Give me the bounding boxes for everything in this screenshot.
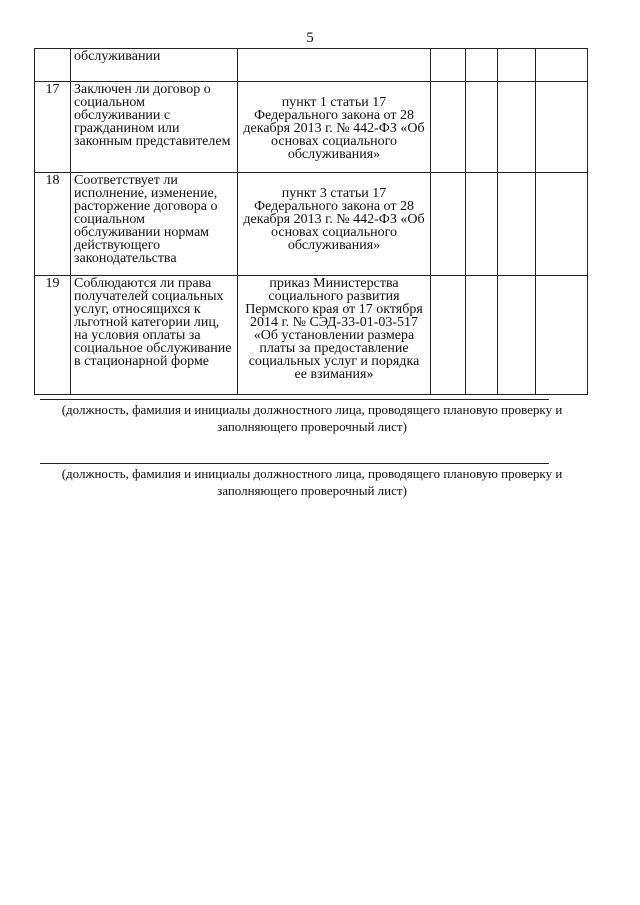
signature-line[interactable] xyxy=(40,399,549,400)
note-cell[interactable] xyxy=(536,49,588,82)
answer-na-cell[interactable] xyxy=(498,276,536,395)
table-row xyxy=(35,82,588,173)
signature-caption: (должность, фамилия и инициалы должностного лица, проводящего плановую проверку и заполняющего проверочный лист) xyxy=(61,466,563,498)
legal-reference: пункт 3 статьи 17 Федерального закона от 28 декабря 2013 г. № 442-ФЗ «Об основах социального обслуживания» xyxy=(238,173,431,276)
note-cell[interactable] xyxy=(536,82,588,173)
answer-no-cell[interactable] xyxy=(466,82,498,173)
answer-yes-cell[interactable] xyxy=(431,173,466,276)
note-cell[interactable] xyxy=(536,173,588,276)
signature-block xyxy=(40,463,584,499)
page-number: 5 xyxy=(306,30,314,46)
answer-na-cell[interactable] xyxy=(498,173,536,276)
table-row xyxy=(35,49,588,82)
answer-yes-cell[interactable] xyxy=(431,82,466,173)
answer-yes-cell[interactable] xyxy=(431,49,466,82)
row-number xyxy=(35,49,71,82)
note-cell[interactable] xyxy=(536,276,588,395)
row-number: 17 xyxy=(35,82,71,173)
requirement-question: Соответствует ли исполнение, изменение, расторжение договора о социальном обслуживании нормам действующего законодательства xyxy=(71,173,238,276)
signature-block xyxy=(40,399,584,435)
table-row xyxy=(35,173,588,276)
answer-na-cell[interactable] xyxy=(498,82,536,173)
row-number: 18 xyxy=(35,173,71,276)
requirement-question: Заключен ли договор о социальном обслуживании с гражданином или законным представителем xyxy=(71,82,238,173)
legal-reference xyxy=(238,49,431,82)
signature-caption: (должность, фамилия и инициалы должностного лица, проводящего плановую проверку и заполняющего проверочный лист) xyxy=(61,402,563,434)
row-number: 19 xyxy=(35,276,71,395)
legal-reference: пункт 1 статьи 17 Федерального закона от 28 декабря 2013 г. № 442-ФЗ «Об основах социального обслуживания» xyxy=(238,82,431,173)
signature-line[interactable] xyxy=(40,463,549,464)
answer-no-cell[interactable] xyxy=(466,276,498,395)
answer-no-cell[interactable] xyxy=(466,173,498,276)
answer-na-cell[interactable] xyxy=(498,49,536,82)
legal-reference: приказ Министерства социального развития Пермского края от 17 октября 2014 г. № СЭД-33-01-03-517 «Об установлении размера платы за предоставление социальных услуг и порядка ее взимания» xyxy=(238,276,431,395)
answer-no-cell[interactable] xyxy=(466,49,498,82)
checklist-table xyxy=(34,48,588,395)
table-row xyxy=(35,276,588,395)
requirement-question: Соблюдаются ли права получателей социальных услуг, относящихся к льготной категории лиц, на условия оплаты за социальное обслуживание в стационарной форме xyxy=(71,276,238,395)
requirement-question: обслуживании xyxy=(71,49,238,82)
answer-yes-cell[interactable] xyxy=(431,276,466,395)
